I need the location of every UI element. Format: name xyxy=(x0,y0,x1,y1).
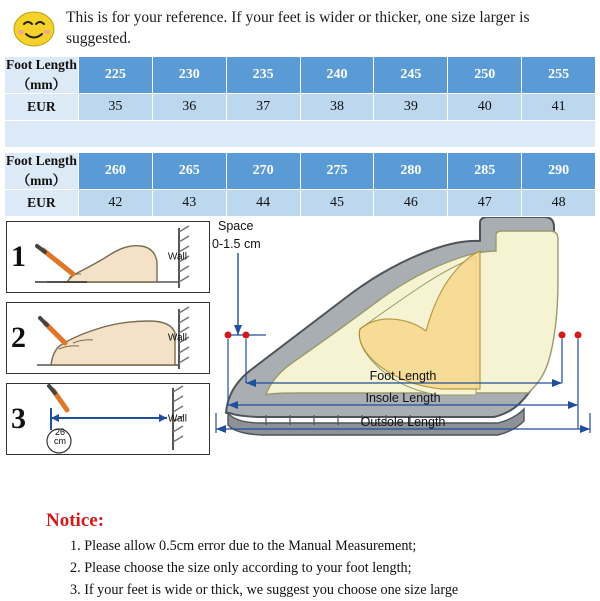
table-row xyxy=(5,189,596,216)
cell-eur: 40 xyxy=(448,93,522,120)
cell-foot-length: 265 xyxy=(152,152,226,189)
row-label-foot-length xyxy=(5,152,79,189)
notice-item: 1. Please allow 0.5cm error due to the Manual Measurement; xyxy=(70,538,417,554)
cell-foot-length: 240 xyxy=(300,56,374,93)
row-label-eur: EUR xyxy=(5,189,79,216)
step-3-number: 3 xyxy=(11,401,26,435)
measure-label-outsole-length: Outsole Length xyxy=(360,414,446,429)
step-2-wall-label: Wall xyxy=(167,332,187,344)
row-label-unit: （mm） xyxy=(16,172,67,188)
cell-eur: 41 xyxy=(522,93,596,120)
ruler-unit: cm xyxy=(54,436,66,447)
table-spacer-cell xyxy=(5,120,596,147)
step-1-wall-label: Wall xyxy=(167,251,187,263)
smiley-face-icon xyxy=(10,10,58,48)
step-1-number: 1 xyxy=(11,239,26,273)
cell-foot-length: 250 xyxy=(448,56,522,93)
step-3 xyxy=(6,383,210,455)
cell-eur: 45 xyxy=(300,189,374,216)
row-label-foot-length xyxy=(5,56,79,93)
table-row xyxy=(5,93,596,120)
header xyxy=(0,0,600,52)
table-row xyxy=(5,56,596,93)
measure-label-insole-length: Insole Length xyxy=(365,390,441,405)
cell-eur: 42 xyxy=(78,189,152,216)
row-label-eur: EUR xyxy=(5,93,79,120)
cell-foot-length: 285 xyxy=(448,152,522,189)
cell-foot-length: 230 xyxy=(152,56,226,93)
table-row xyxy=(5,152,596,189)
measurement-illustrations xyxy=(0,217,600,472)
cell-eur: 36 xyxy=(152,93,226,120)
cell-foot-length: 235 xyxy=(226,56,300,93)
measure-label-foot-length: Foot Length xyxy=(369,368,437,383)
table-spacer-row xyxy=(5,120,596,147)
cell-eur: 39 xyxy=(374,93,448,120)
step-1 xyxy=(6,221,210,293)
cell-foot-length: 280 xyxy=(374,152,448,189)
size-table-1 xyxy=(4,56,596,148)
shoe-foot-diagram xyxy=(206,217,600,469)
cell-eur: 38 xyxy=(300,93,374,120)
cell-eur: 35 xyxy=(78,93,152,120)
space-value: 0-1.5 cm xyxy=(212,236,261,251)
step-3-wall-label: Wall xyxy=(167,413,187,425)
step-2 xyxy=(6,302,210,374)
ruler-value: 26 xyxy=(54,426,65,437)
step-3-ruler-readout xyxy=(47,428,73,447)
size-table-1-wrap xyxy=(0,56,600,148)
size-table-2 xyxy=(4,152,596,217)
shoe-diagram-svg xyxy=(206,217,600,469)
notice-item: 2. Please choose the size only according to your foot length; xyxy=(70,560,412,576)
notice-title: Notice: xyxy=(46,510,105,531)
cell-eur: 46 xyxy=(374,189,448,216)
cell-foot-length: 270 xyxy=(226,152,300,189)
row-label-unit: （mm） xyxy=(16,76,67,92)
header-text: This is for your reference. If your feet is wider or thicker, one size larger is suggested. xyxy=(66,9,530,47)
cell-foot-length: 290 xyxy=(522,152,596,189)
notice-item: 3. If your feet is wide or thick, we suggest you choose one size large xyxy=(70,582,459,598)
cell-eur: 48 xyxy=(522,189,596,216)
step-2-number: 2 xyxy=(11,320,26,354)
notice-section xyxy=(0,510,600,601)
cell-eur: 37 xyxy=(226,93,300,120)
cell-eur: 47 xyxy=(448,189,522,216)
size-table-2-wrap xyxy=(0,152,600,217)
cell-eur: 43 xyxy=(152,189,226,216)
row-label-text: Foot Length xyxy=(6,56,77,72)
cell-foot-length: 225 xyxy=(78,56,152,93)
cell-eur: 44 xyxy=(226,189,300,216)
cell-foot-length: 255 xyxy=(522,56,596,93)
space-label: Space xyxy=(218,218,254,233)
cell-foot-length: 245 xyxy=(374,56,448,93)
steps-panel xyxy=(6,221,210,464)
cell-foot-length: 260 xyxy=(78,152,152,189)
row-label-text: Foot Length xyxy=(6,152,77,168)
cell-foot-length: 275 xyxy=(300,152,374,189)
